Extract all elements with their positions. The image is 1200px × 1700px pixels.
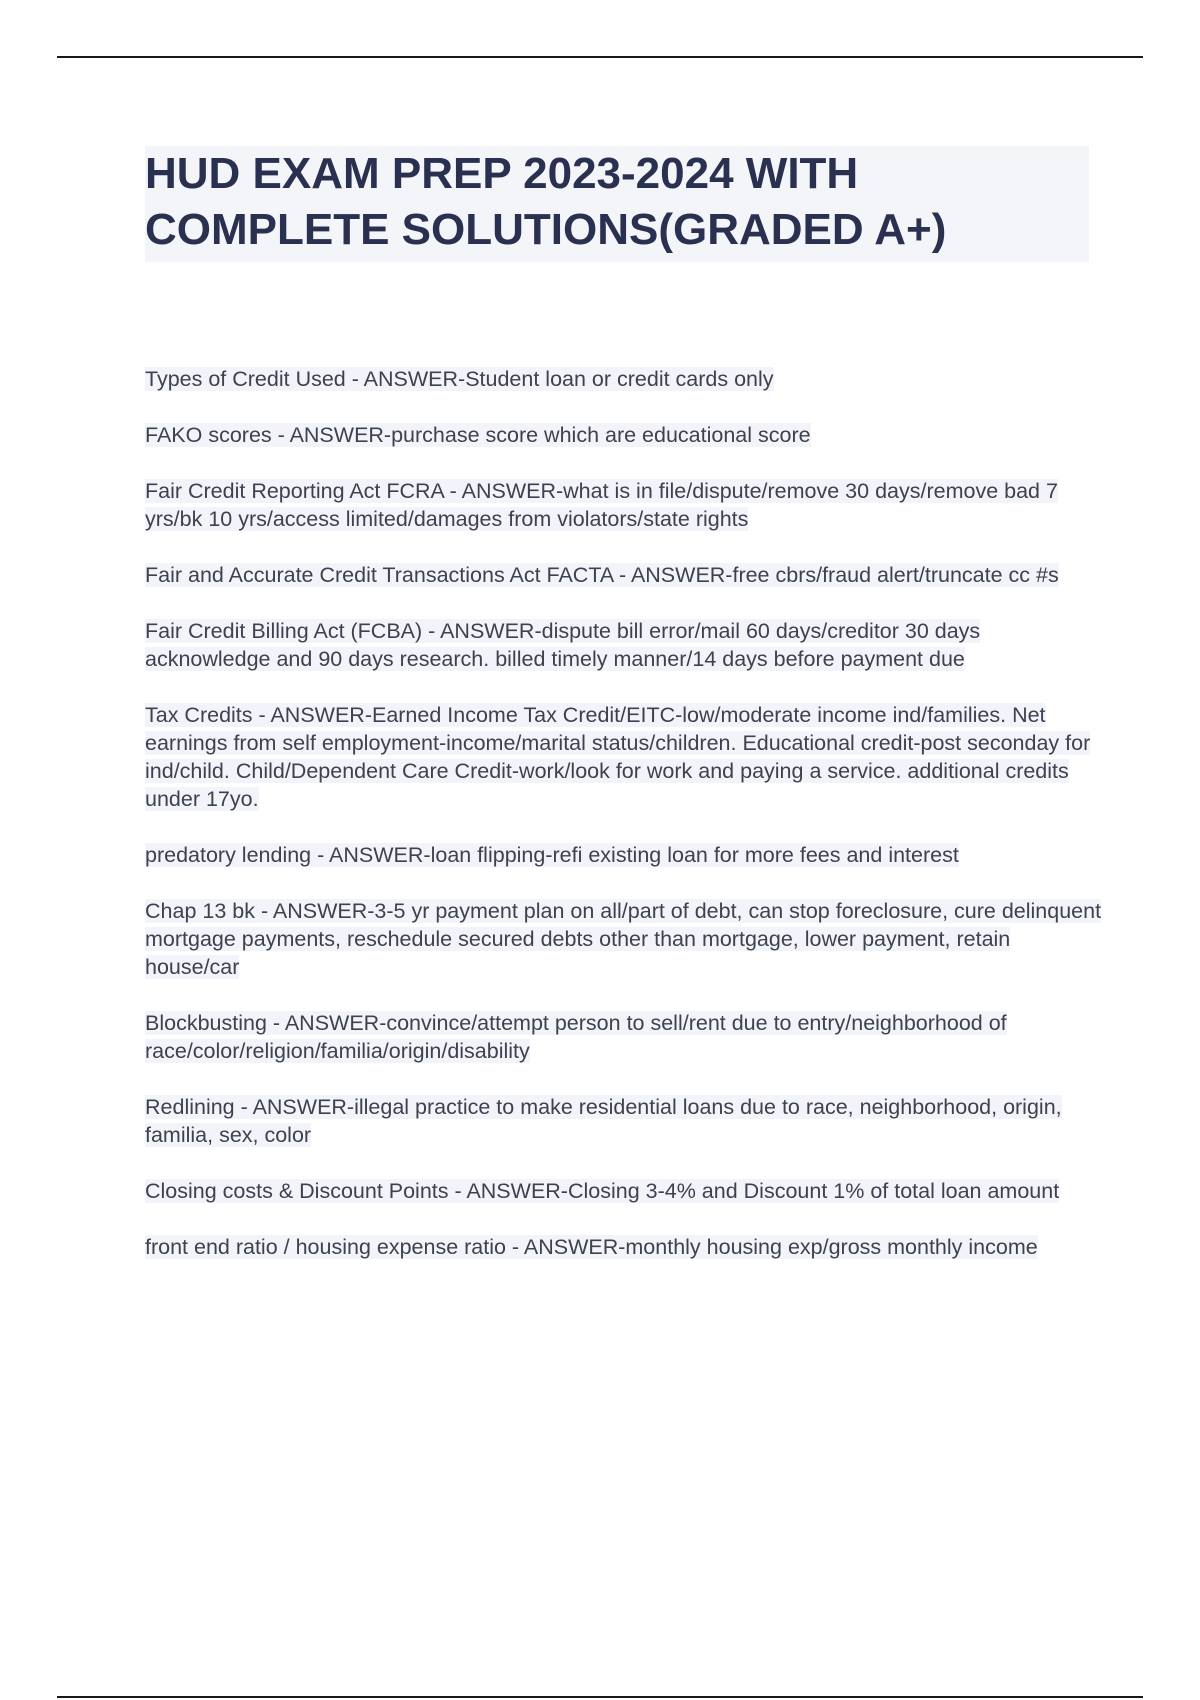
qa-text: Types of Credit Used - ANSWER-Student loan or credit cards only	[145, 367, 774, 391]
qa-text: Fair Credit Reporting Act FCRA - ANSWER-what is in file/dispute/remove 30 days/remove bad 7 yrs/bk 10 yrs/access limited/damages from violators/state rights	[145, 479, 1058, 531]
qa-item	[145, 1009, 1105, 1065]
qa-item	[145, 1233, 1105, 1261]
qa-item	[145, 477, 1105, 533]
qa-item	[145, 1177, 1105, 1205]
qa-item	[145, 561, 1105, 589]
qa-item	[145, 897, 1105, 981]
bottom-rule	[57, 1696, 1143, 1698]
qa-item	[145, 365, 1105, 393]
qa-item	[145, 1093, 1105, 1149]
qa-item	[145, 617, 1105, 673]
qa-text: Chap 13 bk - ANSWER-3-5 yr payment plan on all/part of debt, can stop foreclosure, cure delinquent mortgage payments, reschedule secured debts other than mortgage, lower payment, retain house/car	[145, 899, 1102, 979]
qa-list	[145, 365, 1105, 1289]
qa-item	[145, 841, 1105, 869]
top-rule	[57, 56, 1143, 58]
qa-text: predatory lending - ANSWER-loan flipping-refi existing loan for more fees and interest	[145, 843, 959, 867]
qa-text: Blockbusting - ANSWER-convince/attempt person to sell/rent due to entry/neighborhood of race/color/religion/familia/origin/disability	[145, 1011, 1007, 1063]
qa-text: Fair and Accurate Credit Transactions Act FACTA - ANSWER-free cbrs/fraud alert/truncate cc #s	[145, 563, 1059, 587]
title-block	[145, 146, 1089, 262]
qa-text: front end ratio / housing expense ratio - ANSWER-monthly housing exp/gross monthly income	[145, 1235, 1038, 1259]
qa-text: Closing costs & Discount Points - ANSWER-Closing 3-4% and Discount 1% of total loan amount	[145, 1179, 1060, 1203]
qa-text: Tax Credits - ANSWER-Earned Income Tax Credit/EITC-low/moderate income ind/families. Net earnings from self employment-income/marital status/children. Educational credit-post seconday for ind/child. Child/Dependent Care Credit-work/look for work and paying a service. additional credits under 17yo.	[145, 703, 1091, 811]
qa-item	[145, 421, 1105, 449]
qa-text: Redlining - ANSWER-illegal practice to make residential loans due to race, neighborhood, origin, familia, sex, color	[145, 1095, 1062, 1147]
document-title: HUD EXAM PREP 2023-2024 WITH COMPLETE SOLUTIONS(GRADED A+)	[145, 149, 947, 254]
qa-text: FAKO scores - ANSWER-purchase score which are educational score	[145, 423, 811, 447]
qa-text: Fair Credit Billing Act (FCBA) - ANSWER-dispute bill error/mail 60 days/creditor 30 days acknowledge and 90 days research. billed timely manner/14 days before payment due	[145, 619, 981, 671]
qa-item	[145, 701, 1105, 813]
